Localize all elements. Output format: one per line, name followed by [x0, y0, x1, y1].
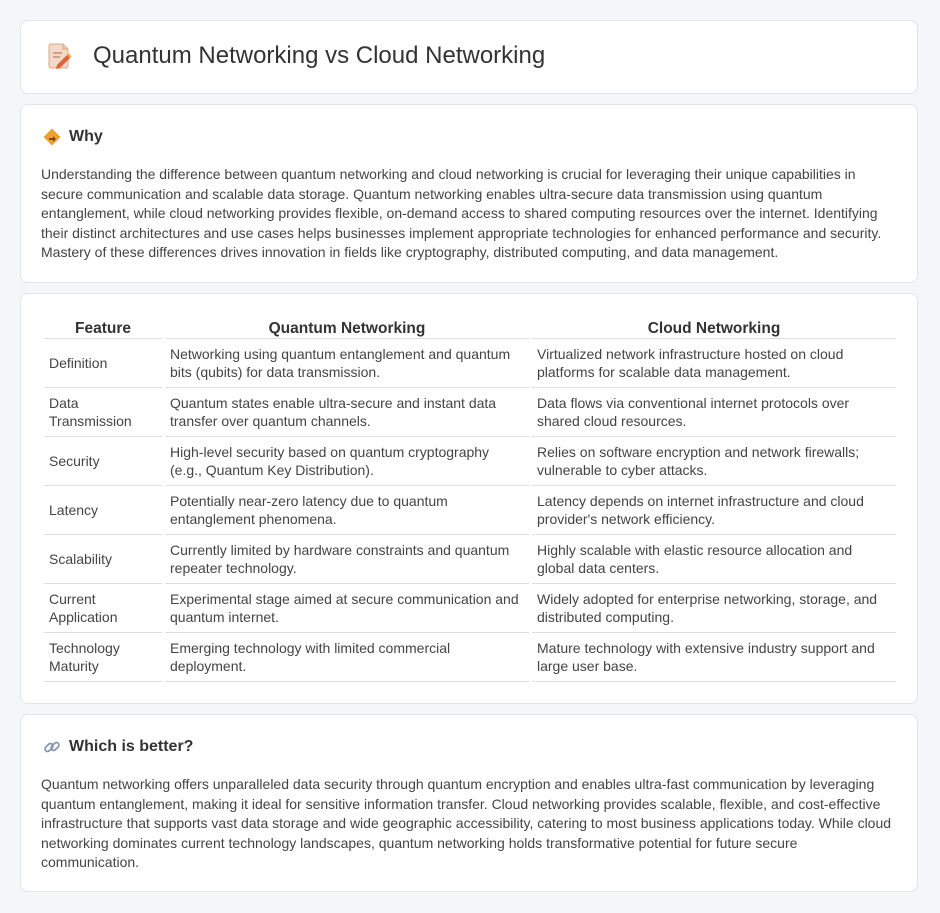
- why-section: [20, 104, 918, 283]
- quantum-cell: High-level security based on quantum cryptography (e.g., Quantum Key Distribution).: [165, 437, 529, 486]
- feature-cell: Latency: [44, 486, 162, 535]
- quantum-cell: Emerging technology with limited commercial deployment.: [165, 633, 529, 682]
- page-title: Quantum Networking vs Cloud Networking: [93, 42, 546, 69]
- cloud-cell: Data flows via conventional internet protocols over shared cloud resources.: [532, 388, 896, 437]
- feature-cell: Scalability: [44, 535, 162, 584]
- quantum-cell: Currently limited by hardware constraints and quantum repeater technology.: [165, 535, 529, 584]
- quantum-cell: Potentially near-zero latency due to quantum entanglement phenomena.: [165, 486, 529, 535]
- table-row: [44, 633, 896, 682]
- link-icon: [43, 738, 61, 756]
- table-row: [44, 535, 896, 584]
- cloud-cell: Virtualized network infrastructure hosted on cloud platforms for scalable data management.: [532, 339, 896, 388]
- header-quantum: Quantum Networking: [165, 314, 529, 339]
- feature-cell: Technology Maturity: [44, 633, 162, 682]
- table-row: [44, 437, 896, 486]
- diamond-arrow-icon: [43, 128, 61, 146]
- header-feature: Feature: [44, 314, 162, 339]
- document-pen-icon: [47, 41, 73, 71]
- feature-cell: Data Transmission: [44, 388, 162, 437]
- table-header-row: [44, 314, 896, 339]
- why-text: Understanding the difference between quantum networking and cloud networking is crucial for leveraging their unique capabilities in secure communication and scalable data storage. Quantum networking enables ultra-secure data transmission using quantum entanglement, while cloud networking provides flexible, on-demand access to shared computing resources over the internet. Identifying their distinct architectures and use cases helps businesses implement appropriate technologies for enhanced performance and security. Mastery of these differences drives innovation in fields like cryptography, distributed computing, and data management.: [41, 166, 882, 261]
- cloud-cell: Widely adopted for enterprise networking, storage, and distributed computing.: [532, 584, 896, 633]
- table-row: [44, 486, 896, 535]
- quantum-cell: Experimental stage aimed at secure communication and quantum internet.: [165, 584, 529, 633]
- cloud-cell: Latency depends on internet infrastructure and cloud provider's network efficiency.: [532, 486, 896, 535]
- comparison-section: [20, 293, 918, 704]
- better-text: Quantum networking offers unparalleled data security through quantum encryption and enables ultra-fast communication by leveraging quantum entanglement, making it ideal for sensitive information transfer. Cloud networking provides scalable, flexible, and cost-effective infrastructure that supports vast data storage and wide geographic accessibility, catering to most business applications today. While cloud networking dominates current technology landscapes, quantum networking holds transformative potential for future secure communication.: [41, 776, 892, 871]
- table-row: [44, 584, 896, 633]
- which-is-better-section: [20, 714, 918, 892]
- cloud-cell: Highly scalable with elastic resource allocation and global data centers.: [532, 535, 896, 584]
- feature-cell: Current Application: [44, 584, 162, 633]
- why-heading: Why: [69, 128, 103, 145]
- cloud-cell: Mature technology with extensive industry support and large user base.: [532, 633, 896, 682]
- feature-cell: Security: [44, 437, 162, 486]
- header-cloud: Cloud Networking: [532, 314, 896, 339]
- better-heading: Which is better?: [69, 738, 194, 755]
- feature-cell: Definition: [44, 339, 162, 388]
- comparison-table: [41, 314, 899, 682]
- quantum-cell: Networking using quantum entanglement and quantum bits (qubits) for data transmission.: [165, 339, 529, 388]
- cloud-cell: Relies on software encryption and network firewalls; vulnerable to cyber attacks.: [532, 437, 896, 486]
- quantum-cell: Quantum states enable ultra-secure and instant data transfer over quantum channels.: [165, 388, 529, 437]
- table-row: [44, 339, 896, 388]
- header-card: [20, 20, 918, 94]
- table-row: [44, 388, 896, 437]
